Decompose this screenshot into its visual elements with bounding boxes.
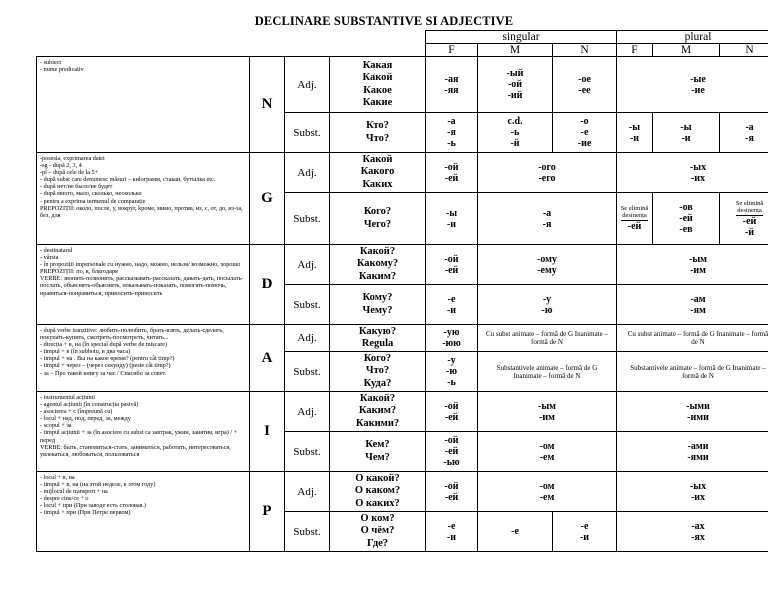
subst-p-sg-n: [553, 512, 617, 552]
line: Каких: [362, 178, 393, 190]
line: -ов: [679, 202, 693, 213]
line: -их: [690, 172, 706, 184]
line: - timpul + при (При Петре первом): [40, 509, 131, 517]
line: - mijlocul de transport + на: [40, 488, 108, 496]
line: -и: [446, 531, 457, 543]
label-adj: Adj.: [285, 153, 330, 193]
line: -е: [580, 520, 589, 532]
line: -и: [681, 132, 691, 144]
adj-questions-d: [330, 245, 426, 285]
header-sg-m: M: [478, 44, 553, 57]
subst-p-sg-m: -е: [478, 512, 553, 552]
line: -а: [745, 121, 754, 133]
line: VERBE: звонить-позвонить, рассказывать-рассказать, давать-дать, посылать-послать, объяснять-объяснить, показывать-показать, помогать-помочь, нравиться-понравиться, приносить-приносить: [40, 275, 244, 297]
notes-prepositional: [37, 472, 250, 552]
line: -ей: [444, 446, 459, 457]
line: -и: [629, 132, 640, 144]
line: -его: [538, 172, 556, 184]
label-adj: Adj.: [285, 325, 330, 352]
line: Какая: [362, 60, 393, 72]
line: -им: [690, 264, 706, 276]
line: - timpul + в, на (на этой неделе, в этом году): [40, 481, 156, 489]
subst-d-sg-mn: [478, 285, 617, 325]
line: Чему?: [362, 304, 393, 316]
line: -о: [580, 116, 589, 127]
line: -ам: [690, 293, 706, 305]
line: Se elimină: [620, 205, 649, 212]
adj-d-sg-f: [426, 245, 478, 285]
adj-g-sg-f: [426, 153, 478, 193]
declension-table: [36, 30, 768, 552]
subst-g-pl-n-endings: [720, 216, 768, 238]
line: - pentru a exprima termenul de comparație: [40, 197, 146, 205]
line: c.d.: [507, 116, 523, 127]
adj-n-pl: [617, 57, 768, 113]
adj-p-sg-f: [426, 472, 478, 512]
line: - instrumentul acțiunii: [40, 394, 95, 401]
line: Что?: [365, 132, 390, 144]
line: - locul + над, под, перед, за, между: [40, 415, 131, 423]
line: desinența: [622, 212, 647, 219]
line: - asocierea + с (împreună cu): [40, 408, 113, 416]
subst-g-pl-m: [653, 193, 720, 245]
header-sg-f: F: [426, 44, 478, 57]
line: VERBE: быть, становиться-стать, заниматься, работать, интересоваться, увлекаться, любоваться, пользоваться: [40, 443, 231, 458]
line: Какими?: [355, 417, 400, 429]
line: -ого: [538, 161, 556, 173]
line: Кем?: [365, 439, 390, 451]
line: О каком?: [354, 485, 401, 497]
line: О какой?: [355, 473, 400, 485]
notes-genitive: [37, 153, 250, 245]
adj-a-sg-f: [426, 325, 478, 352]
line: Чего?: [363, 218, 392, 230]
subst-a-pl: Substantivele animate – formă de G Inanimate – formă de N: [617, 352, 768, 392]
line: Какой?: [359, 393, 396, 405]
line: - în propoziții impersonale cu нужно, надо, можно, нельзя/ возможно, хорошо: [40, 261, 241, 269]
line: - timpul + через – (через секунду) (peste cât timp?): [40, 362, 171, 370]
line: -и: [579, 531, 590, 543]
subst-questions-d: [330, 285, 426, 325]
case-letter-n: N: [250, 57, 285, 153]
subst-g-sg-mn: [478, 193, 617, 245]
subst-questions-a: [330, 352, 426, 392]
subst-i-sg-mn: [478, 432, 617, 472]
label-subst: Subst.: [285, 285, 330, 325]
line: -posesia, exprimarea datei: [40, 155, 105, 162]
adj-a-sg-mn: Cu subst animate – formă de G Inanimate – formă de N: [478, 325, 617, 352]
subst-g-sg-f: [426, 193, 478, 245]
line: -ь: [447, 377, 456, 388]
subst-n-pl-m: [653, 113, 720, 153]
notes-dative: [37, 245, 250, 325]
subst-n-sg-f: [426, 113, 478, 153]
adj-questions-p: [330, 472, 426, 512]
line: -ом: [539, 480, 555, 492]
line: -ю: [446, 366, 457, 377]
line: - timpul + на . Вы на какое время? (pentru cât timp?): [40, 355, 175, 363]
header-sg-n: N: [553, 44, 617, 57]
label-subst: Subst.: [285, 432, 330, 472]
line: -ем: [539, 491, 555, 503]
line: -и: [446, 304, 457, 316]
line: -ев: [679, 224, 693, 235]
line: -й: [744, 226, 755, 238]
line: - despre cine/ce + о: [40, 495, 89, 503]
line: -ей: [444, 264, 459, 276]
line: Где?: [366, 537, 389, 549]
line: -ей: [444, 411, 459, 423]
line: -ых: [689, 161, 707, 173]
adj-a-pl: Cu subst animate – formă de G Inanimate – formă de N: [617, 325, 768, 352]
line: -ое: [578, 73, 591, 85]
adj-n-sg-f: [426, 57, 478, 113]
notes-instrumental: [37, 392, 250, 472]
line: -е: [447, 520, 456, 532]
header-plural: plural: [617, 31, 768, 44]
line: Кого?: [363, 206, 392, 218]
case-letter-g: G: [250, 153, 285, 245]
notes-nominative: [37, 57, 250, 153]
line: -ий: [507, 90, 523, 101]
line: -ие: [577, 138, 592, 149]
line: Чем?: [365, 451, 390, 463]
adj-i-sg-mn: [478, 392, 617, 432]
adj-questions-a: [330, 325, 426, 352]
subst-a-sg-mn: Substantivele animate – formă de G Inanimate – formă de N: [478, 352, 617, 392]
line: -ы: [680, 121, 692, 133]
line: -sg - după 2, 3, 4: [40, 162, 82, 170]
line: Какой: [362, 154, 393, 166]
line: desinența: [737, 206, 762, 214]
line: Кто?: [366, 120, 389, 132]
line: -ей: [742, 215, 757, 227]
line: - după нет/не было/не будет: [40, 183, 113, 191]
label-subst: Subst.: [285, 113, 330, 153]
line: - timpul + в (în subbotu, в два часа): [40, 348, 131, 356]
line: -я: [447, 127, 456, 138]
subst-n-pl-n: [720, 113, 768, 153]
adj-g-pl: [617, 153, 768, 193]
subst-questions-n: [330, 113, 426, 153]
line: -ям: [690, 304, 706, 316]
line: Какое: [363, 84, 392, 96]
line: Кому?: [362, 292, 393, 304]
header-pl-m: M: [653, 44, 720, 57]
line: -ью: [443, 457, 460, 468]
line: -е: [580, 127, 589, 138]
adj-d-sg-mn: [478, 245, 617, 285]
line: -у: [542, 293, 552, 305]
adj-questions-n: [330, 57, 426, 113]
line: Какого: [360, 166, 395, 178]
adj-d-pl: [617, 245, 768, 285]
header-pl-n: N: [720, 44, 768, 57]
case-letter-d: D: [250, 245, 285, 325]
subst-questions-i: [330, 432, 426, 472]
line: -яя: [444, 84, 459, 96]
line: - timpul acțiunii + за (în asociere cu subst ca завтрак, ужин, занятия, игра) / + перед: [40, 429, 238, 444]
line: -ых: [689, 480, 707, 492]
adj-p-pl: [617, 472, 768, 512]
line: -ому: [537, 253, 557, 265]
line: О ком?: [360, 513, 395, 525]
label-adj: Adj.: [285, 57, 330, 113]
line: -ах: [691, 520, 705, 532]
case-letter-i: I: [250, 392, 285, 472]
line: -ей: [444, 491, 459, 503]
line: - scopul + за: [40, 422, 72, 430]
page-title: DECLINARE SUBSTANTIVE SI ADJECTIVE: [254, 14, 514, 28]
case-letter-p: P: [250, 472, 285, 552]
line: -ами: [687, 440, 709, 452]
line: -ее: [578, 84, 591, 96]
line: - destinatarul: [40, 247, 73, 254]
line: -ыми: [686, 400, 710, 412]
subst-p-pl: [617, 512, 768, 552]
line: Что?: [365, 365, 390, 377]
line: -ый: [506, 68, 524, 79]
subst-d-pl: [617, 285, 768, 325]
line: -ой: [444, 400, 459, 412]
line: Какой: [362, 72, 393, 84]
line: - după много, мало, сколько, несколько: [40, 190, 142, 198]
line: -я: [542, 218, 552, 230]
line: Каким?: [358, 405, 397, 417]
line: - după subst care denumesc măsuri – киlограмм, стакан, бутылка etc.: [40, 176, 216, 184]
line: -ы: [445, 207, 458, 219]
case-letter-a: A: [250, 325, 285, 392]
line: -ую: [443, 327, 460, 338]
line: -ым: [538, 400, 556, 412]
line: - după verbe tranzitive: любить-полюбить, брать-взять, делать-сделать, покупать-купить, смотреть-посмотреть, читать...: [40, 327, 224, 342]
line: - agentul acțiunii (în construcția pasivă): [40, 401, 139, 409]
label-subst: Subst.: [285, 193, 330, 245]
line: Какие: [362, 96, 393, 108]
line: - locul + в, на: [40, 474, 75, 481]
line: Кого?: [363, 353, 392, 365]
line: -ими: [687, 411, 709, 423]
line: -я: [745, 132, 754, 144]
adj-i-sg-f: [426, 392, 478, 432]
notes-accusative: [37, 325, 250, 392]
line: Se elimină: [735, 199, 764, 207]
subst-i-pl: [617, 432, 768, 472]
line: -а: [542, 207, 552, 219]
line: -ях: [691, 531, 705, 543]
adj-n-sg-m: [478, 57, 553, 113]
subst-p-sg-f: [426, 512, 478, 552]
label-adj: Adj.: [285, 472, 330, 512]
line: -ем: [539, 451, 555, 463]
adj-p-sg-mn: [478, 472, 617, 512]
line: -ой: [444, 161, 459, 173]
header-pl-f: F: [617, 44, 653, 57]
line: -ему: [537, 264, 557, 276]
line: -ы: [628, 121, 641, 133]
subst-a-sg-f: [426, 352, 478, 392]
line: -ой: [507, 79, 523, 90]
subst-g-pl-n: [720, 193, 768, 245]
line: -юю: [442, 338, 461, 349]
label-subst: Subst.: [285, 352, 330, 392]
line: -ей: [679, 213, 693, 224]
line: -ю: [541, 304, 553, 316]
subst-g-pl-f: [617, 193, 653, 245]
line: Regula: [361, 338, 394, 349]
line: Какому?: [356, 258, 399, 270]
adj-questions-i: [330, 392, 426, 432]
line: -ие: [691, 84, 705, 96]
label-subst: Subst.: [285, 512, 330, 552]
line: -а: [447, 116, 456, 127]
line: -ой: [444, 435, 459, 446]
line: -ым: [689, 253, 707, 265]
line: Каким?: [358, 270, 397, 282]
line: -им: [539, 411, 555, 423]
label-adj: Adj.: [285, 392, 330, 432]
subst-g-pl-n-note: [736, 200, 764, 216]
line: -и: [446, 218, 457, 230]
subst-n-sg-m: [478, 113, 553, 153]
adj-n-sg-n: [553, 57, 617, 113]
line: Какую?: [358, 325, 397, 337]
line: Куда?: [363, 377, 392, 389]
line: -ом: [539, 440, 555, 452]
subst-d-sg-f: [426, 285, 478, 325]
line: -ая: [444, 73, 459, 85]
line: -у: [447, 355, 456, 366]
subst-i-sg-f: [426, 432, 478, 472]
adj-i-pl: [617, 392, 768, 432]
line: -ь: [447, 138, 456, 149]
line: -ой: [444, 480, 459, 492]
line: -е: [447, 293, 456, 305]
line: -ь: [510, 127, 520, 138]
line: - direcția + в, на (în special după verbe de mișcare): [40, 341, 168, 349]
subst-g-pl-f-note: [621, 205, 649, 221]
line: -й: [510, 138, 520, 149]
line: О каких?: [355, 497, 400, 509]
line: - nume predicativ: [40, 66, 84, 74]
line: О чём?: [360, 525, 395, 537]
line: -pl – după cele de la 5+: [40, 169, 99, 177]
line: -ей: [444, 172, 459, 184]
line: -их: [690, 491, 706, 503]
subst-n-sg-n: [553, 113, 617, 153]
header-singular: singular: [426, 31, 617, 44]
line: -ой: [444, 253, 459, 265]
subst-n-pl-f: [617, 113, 653, 153]
line: - за – Про такой книгу за час / Спасибо за совет.: [40, 369, 167, 377]
line: PREPOZIȚII: по, к, благодаря: [40, 268, 118, 276]
subst-questions-g: [330, 193, 426, 245]
line: -ые: [690, 73, 706, 85]
label-adj: Adj.: [285, 245, 330, 285]
subst-g-pl-f-ending: -ей: [627, 221, 642, 232]
subst-questions-p: [330, 512, 426, 552]
line: - subiect: [40, 59, 62, 66]
line: -ями: [687, 451, 709, 463]
adj-g-sg-mn: [478, 153, 617, 193]
line: PREPOZIȚII: около, после, у, вокруг, kроме, мимо, против, из, с, от, до, из-за, без, для: [40, 204, 243, 219]
line: Какой?: [359, 246, 396, 258]
adj-questions-g: [330, 153, 426, 193]
line: - locul + при (При заводе есть столовая.): [40, 502, 147, 510]
line: - vârsta: [40, 254, 59, 262]
